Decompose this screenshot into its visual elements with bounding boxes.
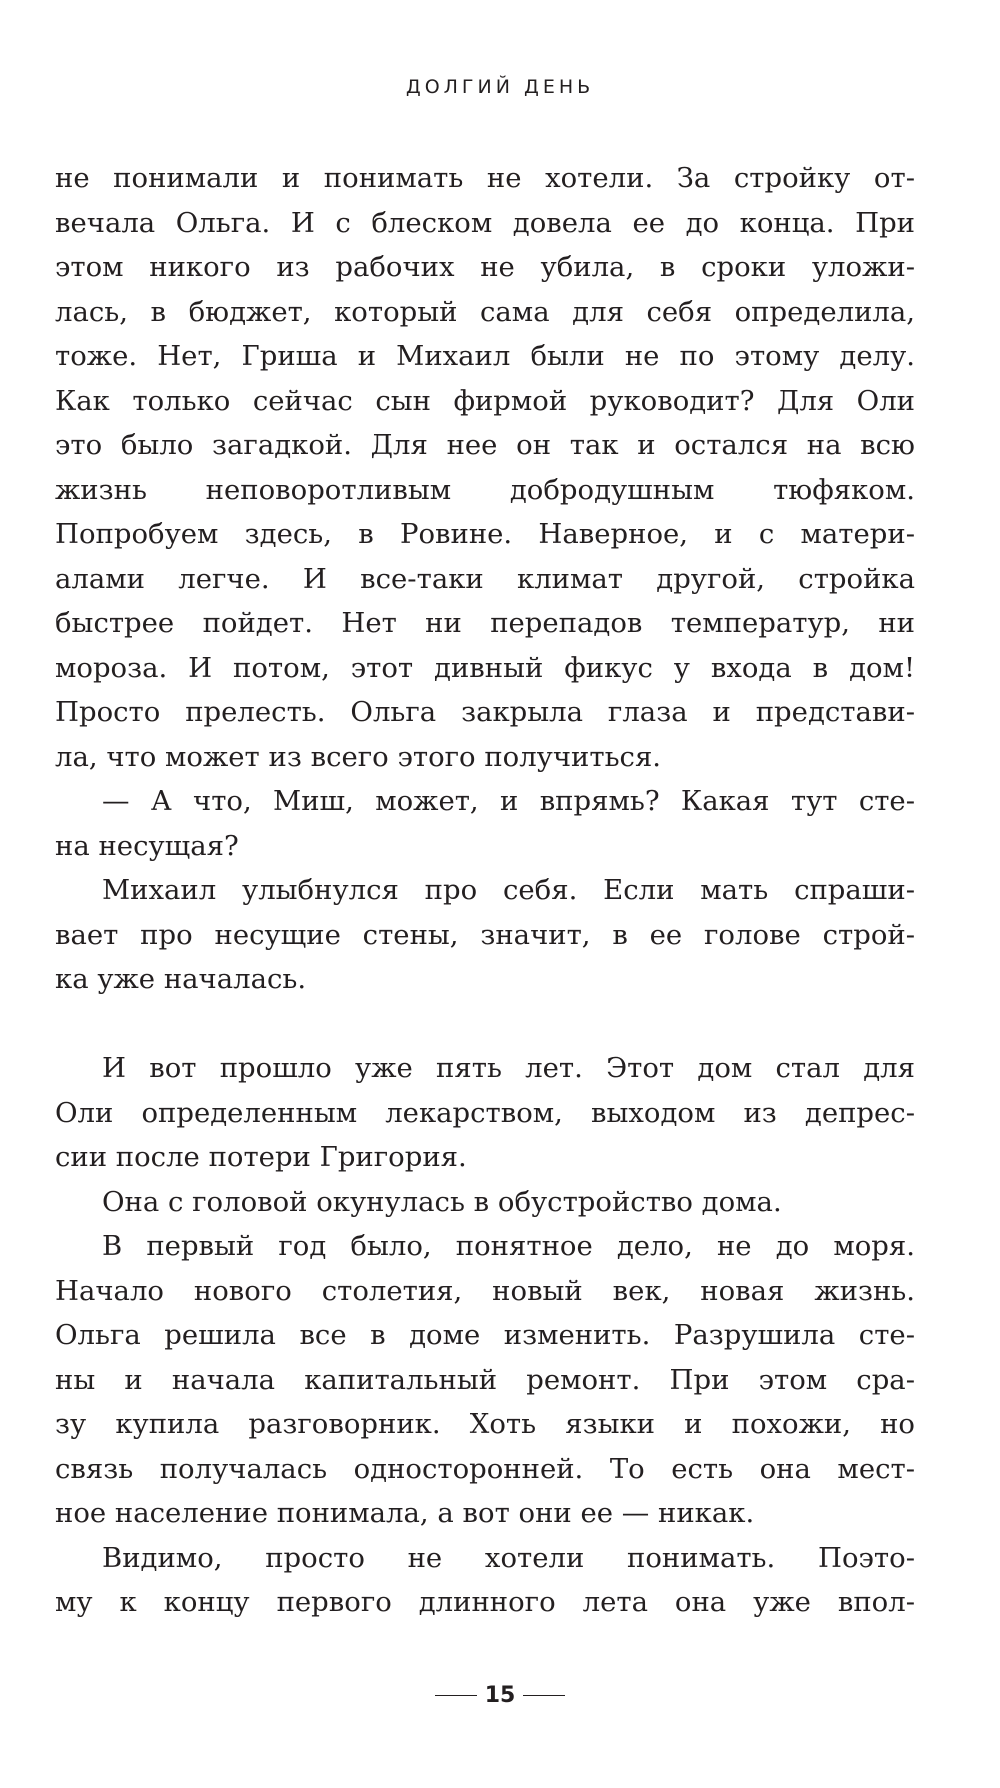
text-line: тоже. Нет, Гриша и Михаил были не по этому делу. xyxy=(55,340,915,372)
folio-rule-right xyxy=(523,1695,565,1696)
text-line: быстрее пойдет. Нет ни перепадов температур, ни xyxy=(55,607,915,639)
text-line: Просто прелесть. Ольга закрыла глаза и представи- xyxy=(55,696,915,728)
text-line: Попробуем здесь, в Ровине. Наверное, и с матери- xyxy=(55,518,915,550)
text-line: мороза. И потом, этот дивный фикус у входа в дом! xyxy=(55,651,915,684)
text-line: ное население понимала, а вот они ее — никак. xyxy=(55,1497,755,1529)
text-line: сии после потери Григория. xyxy=(55,1141,467,1173)
text-line: вает про несущие стены, значит, в ее голове строй- xyxy=(55,918,915,951)
text-line: Как только сейчас сын фирмой руководит? Для Оли xyxy=(55,384,915,417)
text-line: му к концу первого длинного лета она уже впол- xyxy=(55,1586,915,1618)
text-line: на несущая? xyxy=(55,829,239,862)
text-line: Видимо, просто не хотели понимать. Поэто- xyxy=(102,1541,915,1574)
text-line: Ольга решила все в доме изменить. Разрушила сте- xyxy=(55,1319,915,1351)
text-line: вечала Ольга. И с блеском довела ее до конца. При xyxy=(55,206,915,239)
text-line: это было загадкой. Для нее он так и остался на всю xyxy=(55,429,915,461)
text-line: — А что, Миш, может, и впрямь? Какая тут сте- xyxy=(102,785,915,817)
text-line: зу купила разговорник. Хоть языки и похожи, но xyxy=(55,1408,915,1440)
text-line: И вот прошло уже пять лет. Этот дом стал для xyxy=(102,1052,915,1084)
page-folio xyxy=(0,1683,1000,1708)
text-line: Она с головой окунулась в обустройство дома. xyxy=(102,1185,782,1218)
text-line: Михаил улыбнулся про себя. Если мать спраши- xyxy=(102,874,915,906)
text-line: ка уже началась. xyxy=(55,963,307,995)
folio-rule-left xyxy=(435,1695,477,1696)
text-line: не понимали и понимать не хотели. За стройку от- xyxy=(55,162,915,194)
text-line: связь получалась односторонней. То есть она мест- xyxy=(55,1452,915,1485)
text-line: В первый год было, понятное дело, не до моря. xyxy=(102,1230,915,1262)
running-head: ДОЛГИЙ ДЕНЬ xyxy=(405,76,595,98)
text-line: Оли определенным лекарством, выходом из депрес- xyxy=(55,1096,915,1129)
text-line: ны и начала капитальный ремонт. При этом сра- xyxy=(55,1363,915,1396)
page-number: 15 xyxy=(484,1683,516,1708)
section-break xyxy=(55,1002,915,1047)
text-line: лась, в бюджет, который сама для себя определила, xyxy=(55,295,915,328)
text-line: Начало нового столетия, новый век, новая жизнь. xyxy=(55,1274,915,1307)
text-line: ла, что может из всего этого получиться. xyxy=(55,740,662,773)
text-line: этом никого из рабочих не убила, в сроки уложи- xyxy=(55,251,915,283)
text-line: жизнь неповоротливым добродушным тюфяком. xyxy=(55,473,915,506)
body-text xyxy=(55,156,915,1625)
text-line: алами легче. И все-таки климат другой, стройка xyxy=(55,562,915,595)
